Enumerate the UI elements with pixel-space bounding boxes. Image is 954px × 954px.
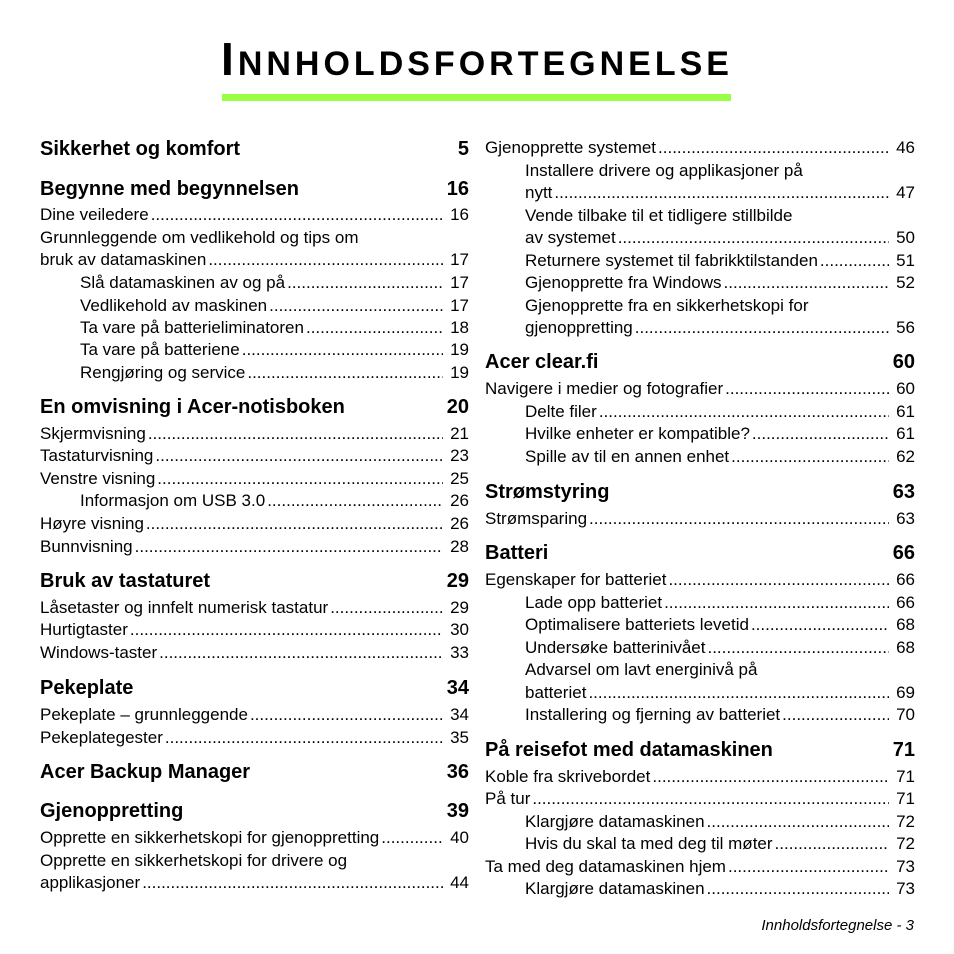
- toc-section-entry[interactable]: [40, 597, 469, 619]
- dot-leader: [159, 642, 443, 664]
- entry-title: Optimalisere batteriets levetid: [525, 615, 749, 634]
- dot-leader: [250, 704, 443, 726]
- entry-title: Strømsparing: [485, 509, 588, 528]
- toc-subsection-entry[interactable]: [80, 339, 469, 361]
- entry-page-number: 60: [896, 379, 915, 398]
- toc-entry-text-line: Vende tilbake til et tidligere stillbilde: [525, 206, 793, 225]
- entry-page-number: 70: [896, 705, 915, 724]
- dot-leader: [707, 811, 890, 833]
- chapter-title: Pekeplate: [40, 677, 134, 699]
- entry-page-number: 50: [896, 228, 915, 247]
- toc-section-entry[interactable]: [40, 536, 469, 558]
- entry-title: Opprette en sikkerhetskopi for gjenoppretting: [40, 828, 380, 847]
- entry-title: Bunnvisning: [40, 537, 133, 556]
- dot-leader: [599, 401, 889, 423]
- dot-leader: [635, 317, 889, 339]
- entry-title: Ta med deg datamaskinen hjem: [485, 857, 726, 876]
- toc-chapter-heading[interactable]: [40, 760, 469, 784]
- entry-title: Ta vare på batteriene: [80, 340, 240, 359]
- entry-title: Lade opp batteriet: [525, 593, 663, 612]
- toc-entry-text-line: Advarsel om lavt energinivå på: [525, 660, 758, 679]
- dot-leader: [330, 597, 443, 619]
- toc-entry-text-line: Installere drivere og applikasjoner på: [525, 161, 803, 180]
- entry-title: Gjenopprette fra Windows: [525, 273, 722, 292]
- dot-leader: [658, 137, 889, 159]
- entry-page-number: 21: [450, 424, 469, 443]
- toc-subsection-entry[interactable]: [525, 682, 915, 704]
- toc-chapter-heading[interactable]: [40, 177, 469, 201]
- dot-leader: [155, 445, 443, 467]
- entry-page-number: 52: [896, 273, 915, 292]
- entry-page-number: 16: [450, 205, 469, 224]
- entry-page-number: 28: [450, 537, 469, 556]
- dot-leader: [151, 204, 443, 226]
- entry-title: bruk av datamaskinen: [40, 250, 207, 269]
- entry-title: Spille av til en annen enhet: [525, 447, 730, 466]
- toc-subsection-entry[interactable]: [525, 182, 915, 204]
- dot-leader: [589, 508, 889, 530]
- entry-page-number: 33: [450, 643, 469, 662]
- entry-page-number: 26: [450, 491, 469, 510]
- entry-title: Hurtigtaster: [40, 620, 128, 639]
- entry-page-number: 51: [896, 251, 915, 270]
- toc-subsection-entry[interactable]: [525, 272, 915, 294]
- entry-page-number: 29: [450, 598, 469, 617]
- toc-entry-text-line: Grunnleggende om vedlikehold og tips om: [40, 228, 359, 247]
- toc-section-entry[interactable]: [40, 827, 469, 849]
- toc-section-entry[interactable]: [485, 569, 915, 591]
- dot-leader: [269, 295, 443, 317]
- chapter-title: Begynne med begynnelsen: [40, 178, 299, 200]
- chapter-page-number: 63: [892, 481, 915, 503]
- dot-leader: [668, 569, 889, 591]
- toc-subsection-entry[interactable]: [525, 833, 915, 855]
- page-footer: Innholdsfortegnelse - 3: [761, 917, 914, 934]
- dot-leader: [752, 423, 889, 445]
- toc-subsection-entry[interactable]: [525, 704, 915, 726]
- dot-leader: [618, 227, 889, 249]
- entry-title: Koble fra skrivebordet: [485, 767, 651, 786]
- entry-page-number: 56: [896, 318, 915, 337]
- entry-title: Låsetaster og innfelt numerisk tastatur: [40, 598, 329, 617]
- toc-section-entry[interactable]: [40, 642, 469, 664]
- dot-leader: [775, 833, 890, 855]
- chapter-page-number: 71: [892, 739, 915, 761]
- toc-chapter-heading[interactable]: [40, 676, 469, 700]
- toc-chapter-heading[interactable]: [485, 738, 915, 762]
- chapter-title: Strømstyring: [485, 481, 610, 503]
- entry-page-number: 71: [896, 767, 915, 786]
- chapter-title: Sikkerhet og komfort: [40, 138, 241, 160]
- toc-subsection-entry[interactable]: [525, 317, 915, 339]
- toc-subsection-entry[interactable]: [525, 637, 915, 659]
- toc-section-entry[interactable]: [40, 249, 469, 271]
- entry-page-number: 68: [896, 615, 915, 634]
- entry-title: nytt: [525, 183, 553, 202]
- title-initial: I: [221, 33, 238, 85]
- toc-subsection-entry[interactable]: [525, 423, 915, 445]
- toc-subsection-entry[interactable]: [80, 362, 469, 384]
- toc-chapter-heading[interactable]: [485, 541, 915, 565]
- toc-section-entry[interactable]: [40, 619, 469, 641]
- chapter-title: Acer Backup Manager: [40, 761, 251, 783]
- entry-page-number: 61: [896, 424, 915, 443]
- entry-title: Undersøke batterinivået: [525, 638, 706, 657]
- entry-title: Ta vare på batterieliminatoren: [80, 318, 304, 337]
- entry-title: Høyre visning: [40, 514, 144, 533]
- toc-section-entry[interactable]: [485, 856, 915, 878]
- entry-title: Delte filer: [525, 402, 597, 421]
- dot-leader: [146, 513, 443, 535]
- entry-title: Hvilke enheter er kompatible?: [525, 424, 750, 443]
- chapter-page-number: 20: [446, 396, 469, 418]
- entry-page-number: 17: [450, 273, 469, 292]
- entry-title: Returnere systemet til fabrikktilstanden: [525, 251, 818, 270]
- entry-page-number: 66: [896, 570, 915, 589]
- dot-leader: [782, 704, 889, 726]
- entry-title: Slå datamaskinen av og på: [80, 273, 286, 292]
- entry-title: På tur: [485, 789, 531, 808]
- entry-page-number: 69: [896, 683, 915, 702]
- chapter-page-number: 36: [446, 761, 469, 783]
- dot-leader: [142, 872, 443, 894]
- dot-leader: [707, 637, 889, 659]
- entry-title: Dine veiledere: [40, 205, 149, 224]
- dot-leader: [157, 468, 443, 490]
- entry-page-number: 34: [450, 705, 469, 724]
- entry-page-number: 23: [450, 446, 469, 465]
- chapter-page-number: 39: [446, 800, 469, 822]
- toc-section-entry[interactable]: [40, 204, 469, 226]
- chapter-page-number: 34: [446, 677, 469, 699]
- toc-section-entry[interactable]: [40, 704, 469, 726]
- dot-leader: [242, 339, 443, 361]
- dot-leader: [652, 766, 889, 788]
- entry-title: Pekeplategester: [40, 728, 163, 747]
- entry-page-number: 62: [896, 447, 915, 466]
- toc-section-entry[interactable]: [40, 727, 469, 749]
- entry-page-number: 47: [896, 183, 915, 202]
- entry-title: Egenskaper for batteriet: [485, 570, 667, 589]
- entry-title: Klargjøre datamaskinen: [525, 812, 705, 831]
- entry-page-number: 19: [450, 363, 469, 382]
- entry-title: Rengjøring og service: [80, 363, 246, 382]
- dot-leader: [130, 619, 443, 641]
- entry-page-number: 63: [896, 509, 915, 528]
- chapter-page-number: 66: [892, 542, 915, 564]
- entry-page-number: 72: [896, 834, 915, 853]
- toc-subsection-entry[interactable]: [525, 811, 915, 833]
- entry-page-number: 25: [450, 469, 469, 488]
- dot-leader: [532, 788, 889, 810]
- entry-page-number: 19: [450, 340, 469, 359]
- dot-leader: [724, 272, 890, 294]
- chapter-title: Batteri: [485, 542, 549, 564]
- toc-section-entry[interactable]: [485, 378, 915, 400]
- entry-page-number: 44: [450, 873, 469, 892]
- entry-title: Hvis du skal ta med deg til møter: [525, 834, 773, 853]
- title-rest: NNHOLDSFORTEGNELSE: [237, 45, 733, 83]
- dot-leader: [707, 878, 890, 900]
- entry-title: Installering og fjerning av batteriet: [525, 705, 781, 724]
- title-underline: [222, 94, 731, 101]
- dot-leader: [554, 182, 889, 204]
- entry-page-number: 46: [896, 138, 915, 157]
- toc-subsection-entry[interactable]: [525, 446, 915, 468]
- entry-title: batteriet: [525, 683, 587, 702]
- toc-subsection-entry[interactable]: [525, 250, 915, 272]
- entry-title: Windows-taster: [40, 643, 158, 662]
- toc-subsection-entry[interactable]: [525, 227, 915, 249]
- dot-leader: [728, 856, 889, 878]
- toc-subsection-entry[interactable]: [80, 490, 469, 512]
- chapter-title: Acer clear.fi: [485, 351, 599, 373]
- entry-page-number: 17: [450, 296, 469, 315]
- toc-subsection-entry[interactable]: [80, 317, 469, 339]
- entry-page-number: 68: [896, 638, 915, 657]
- dot-leader: [267, 490, 443, 512]
- dot-leader: [208, 249, 443, 271]
- toc-section-entry[interactable]: [485, 508, 915, 530]
- chapter-page-number: 29: [446, 570, 469, 592]
- toc-entry-text-line: Opprette en sikkerhetskopi for drivere og: [40, 851, 348, 870]
- entry-title: Skjermvisning: [40, 424, 146, 443]
- dot-leader: [725, 378, 889, 400]
- toc-chapter-heading[interactable]: [40, 569, 469, 593]
- dot-leader: [381, 827, 443, 849]
- dot-leader: [148, 423, 443, 445]
- toc-chapter-heading[interactable]: [40, 799, 469, 823]
- entry-title: Gjenopprette systemet: [485, 138, 657, 157]
- dot-leader: [247, 362, 443, 384]
- toc-subsection-entry[interactable]: [525, 878, 915, 900]
- entry-page-number: 73: [896, 879, 915, 898]
- dot-leader: [135, 536, 443, 558]
- entry-page-number: 73: [896, 857, 915, 876]
- toc-section-entry[interactable]: [485, 137, 915, 159]
- dot-leader: [731, 446, 889, 468]
- page-title: [0, 33, 954, 87]
- chapter-title: Gjenoppretting: [40, 800, 184, 822]
- entry-title: Informasjon om USB 3.0: [80, 491, 266, 510]
- chapter-title: En omvisning i Acer-notisboken: [40, 396, 345, 418]
- toc-chapter-heading[interactable]: [485, 480, 915, 504]
- entry-page-number: 17: [450, 250, 469, 269]
- dot-leader: [588, 682, 889, 704]
- dot-leader: [751, 614, 889, 636]
- toc-section-entry[interactable]: [40, 513, 469, 535]
- entry-page-number: 72: [896, 812, 915, 831]
- entry-title: Vedlikehold av maskinen: [80, 296, 268, 315]
- entry-page-number: 26: [450, 514, 469, 533]
- entry-title: Pekeplate – grunnleggende: [40, 705, 248, 724]
- dot-leader: [287, 272, 443, 294]
- entry-title: applikasjoner: [40, 873, 141, 892]
- toc-section-entry[interactable]: [40, 445, 469, 467]
- toc-subsection-entry[interactable]: [525, 592, 915, 614]
- chapter-title: Bruk av tastaturet: [40, 570, 211, 592]
- entry-title: Navigere i medier og fotografier: [485, 379, 724, 398]
- dot-leader: [306, 317, 443, 339]
- entry-page-number: 40: [450, 828, 469, 847]
- toc-subsection-entry[interactable]: [80, 272, 469, 294]
- dot-leader: [820, 250, 889, 272]
- entry-page-number: 30: [450, 620, 469, 639]
- toc-section-entry[interactable]: [40, 423, 469, 445]
- dot-leader: [664, 592, 889, 614]
- chapter-page-number: 5: [457, 138, 469, 160]
- toc-subsection-entry[interactable]: [525, 401, 915, 423]
- entry-page-number: 66: [896, 593, 915, 612]
- toc-chapter-heading[interactable]: [485, 350, 915, 374]
- entry-page-number: 71: [896, 789, 915, 808]
- toc-subsection-entry[interactable]: [80, 295, 469, 317]
- entry-page-number: 35: [450, 728, 469, 747]
- toc-subsection-entry[interactable]: [525, 614, 915, 636]
- entry-title: av systemet: [525, 228, 616, 247]
- entry-title: Klargjøre datamaskinen: [525, 879, 705, 898]
- chapter-page-number: 16: [446, 178, 469, 200]
- entry-page-number: 18: [450, 318, 469, 337]
- entry-title: gjenoppretting: [525, 318, 633, 337]
- chapter-title: På reisefot med datamaskinen: [485, 739, 773, 761]
- toc-section-entry[interactable]: [40, 468, 469, 490]
- entry-title: Tastaturvisning: [40, 446, 154, 465]
- entry-page-number: 61: [896, 402, 915, 421]
- toc-chapter-heading[interactable]: [40, 137, 469, 161]
- chapter-page-number: 60: [892, 351, 915, 373]
- dot-leader: [165, 727, 443, 749]
- toc-entry-text-line: Gjenopprette fra en sikkerhetskopi for: [525, 296, 809, 315]
- entry-title: Venstre visning: [40, 469, 156, 488]
- toc-section-entry[interactable]: [485, 766, 915, 788]
- toc-chapter-heading[interactable]: [40, 395, 469, 419]
- toc-section-entry[interactable]: [485, 788, 915, 810]
- toc-section-entry[interactable]: [40, 872, 469, 894]
